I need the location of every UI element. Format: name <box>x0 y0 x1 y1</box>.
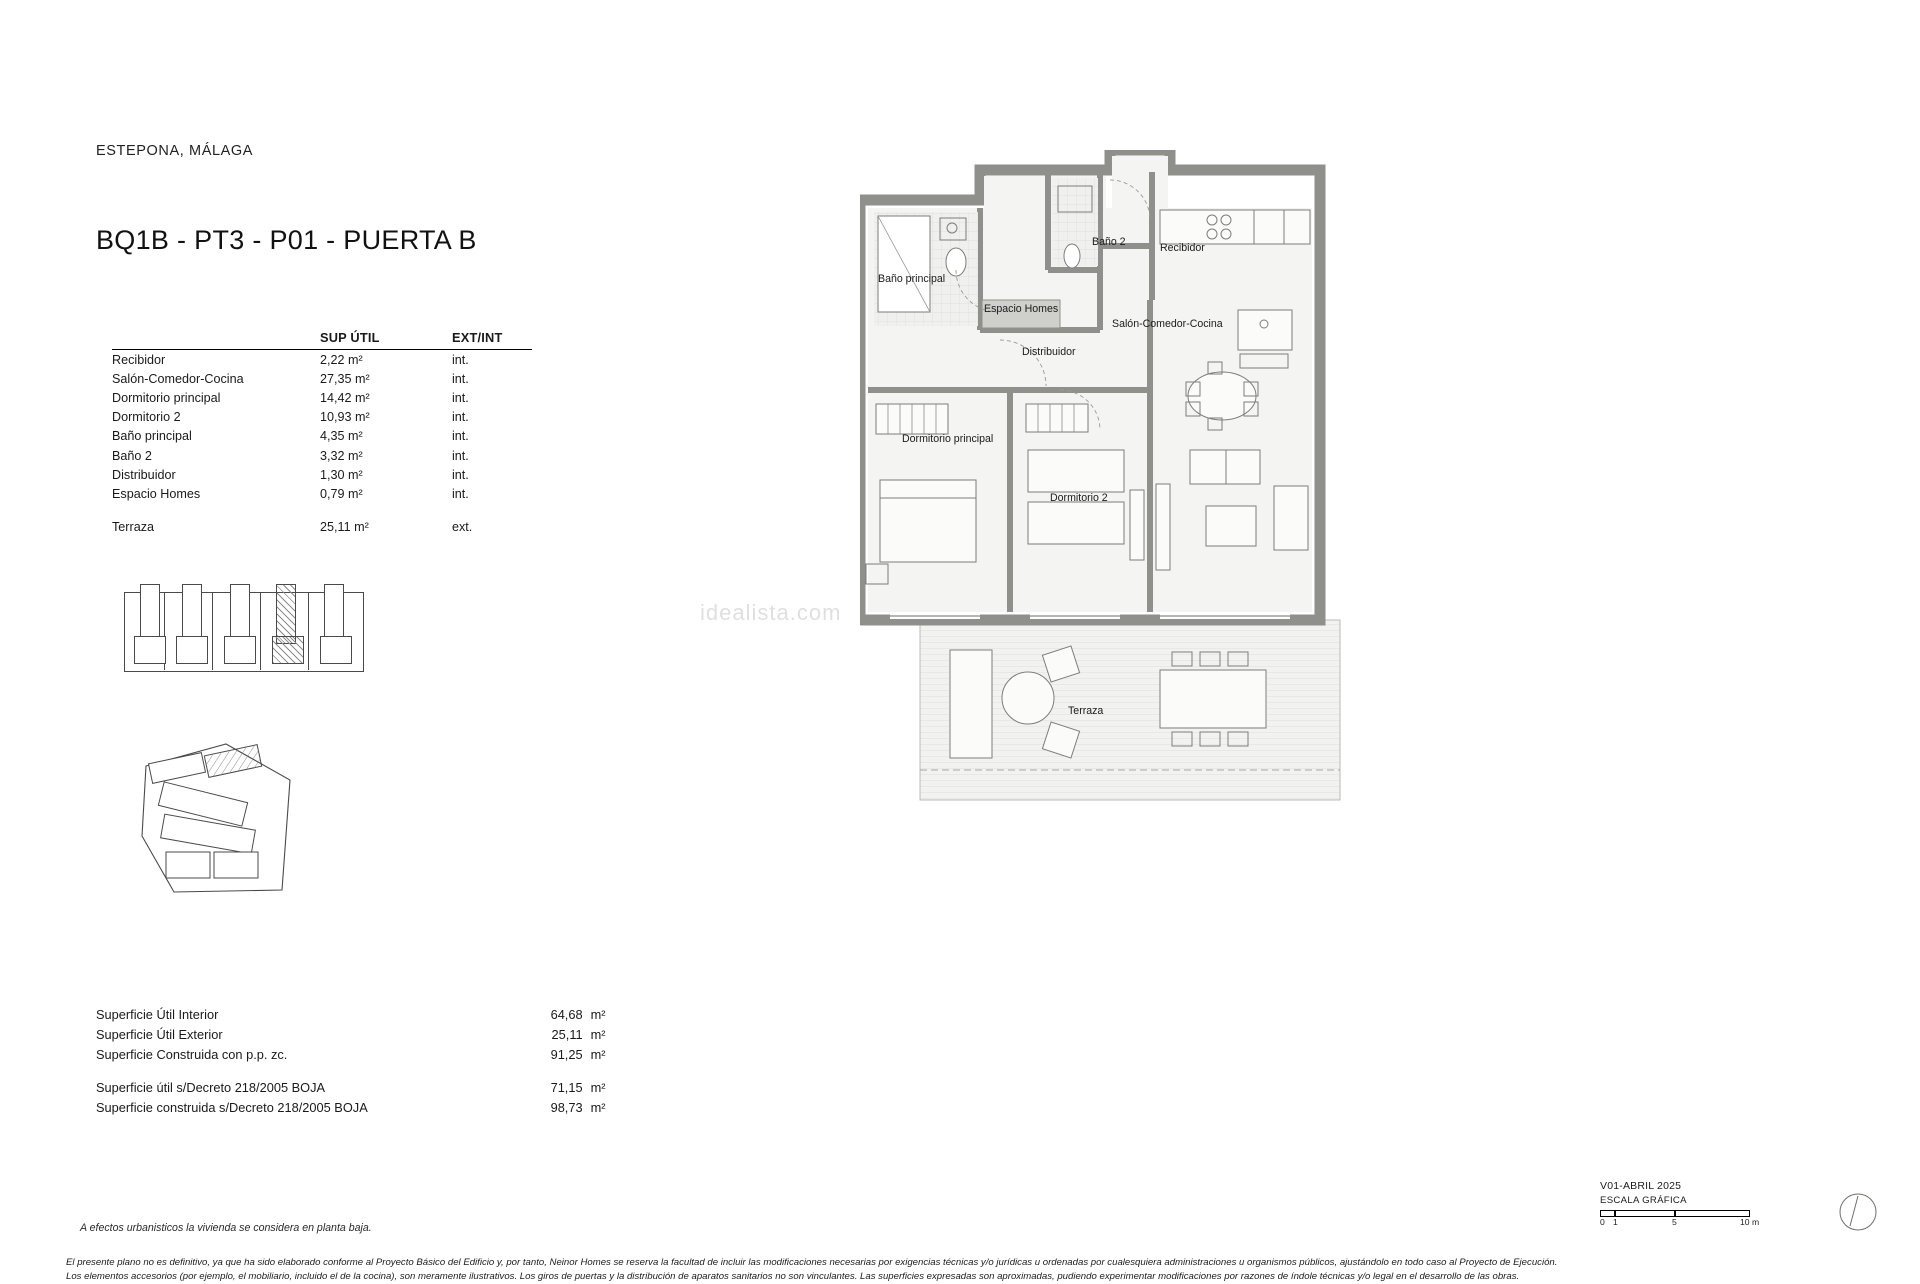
keyplan-diagram <box>124 592 364 684</box>
summary-unit: m² <box>590 1006 606 1022</box>
room-area: 25,11 m² <box>320 520 369 535</box>
room-label-bano-principal: Baño principal <box>878 273 946 285</box>
room-label-dormitorio2: Dormitorio 2 <box>1050 492 1108 504</box>
tv-unit <box>1156 484 1170 570</box>
table-row-terrace <box>112 518 532 537</box>
armchair <box>1274 486 1308 550</box>
room-type: int. <box>452 467 469 482</box>
room-type: int. <box>452 410 469 425</box>
keyplan-unit <box>230 584 250 638</box>
single-bed <box>1028 502 1124 544</box>
room-type: int. <box>452 448 469 463</box>
table-row <box>112 465 532 484</box>
room-label-bano2: Baño 2 <box>1092 236 1126 248</box>
summary-value: 64,68 <box>550 1006 583 1022</box>
room-type: int. <box>452 429 469 444</box>
scale-segment <box>1600 1210 1615 1217</box>
scale-ticks <box>1600 1217 1760 1229</box>
summary-unit: m² <box>590 1099 606 1115</box>
room-label-salon: Salón-Comedor-Cocina <box>1112 318 1223 330</box>
legal-footer-line-2: Los elementos accesorios (por ejemplo, el mobiliario, incluido el de la cocina), son meramente ilustrativos. Los giros de puertas y la distribución de aparatos sanitarios no son vinculantes. Las superficies expresadas son aproximadas, pudiendo experimentar modificaciones por razones de índole técnicas y/o legal en el desarrollo de las obras. <box>66 1270 1520 1282</box>
room-name: Espacio Homes <box>112 486 201 501</box>
room-type: int. <box>452 390 469 405</box>
keyplan-unit <box>140 584 160 638</box>
wardrobe <box>1026 404 1088 432</box>
scale-block <box>1600 1180 1830 1229</box>
keyplan-unit <box>134 636 166 664</box>
desk <box>1130 490 1144 560</box>
room-label-distribuidor: Distribuidor <box>1022 346 1076 358</box>
summary-label: Superficie construida s/Decreto 218/2005 BOJA <box>96 1099 368 1115</box>
table-row <box>112 427 532 446</box>
summary-label: Superficie Construida con p.p. zc. <box>96 1046 288 1062</box>
summary-label: Superficie útil s/Decreto 218/2005 BOJA <box>96 1079 326 1095</box>
scale-tick-2: 5 <box>1672 1217 1677 1227</box>
terrace-sunbed <box>950 650 992 758</box>
kitchen-counter <box>1160 210 1310 244</box>
keyplan-unit <box>224 636 256 664</box>
urbanistic-note: A efectos urbanisticos la vivienda se considera en planta baja. <box>80 1222 372 1234</box>
page-title: BQ1B - PT3 - P01 - PUERTA B <box>96 225 477 255</box>
room-area: 14,42 m² <box>320 390 370 405</box>
scale-segment <box>1615 1210 1675 1217</box>
room-label-recibidor: Recibidor <box>1160 242 1205 254</box>
room-type: int. <box>452 352 469 367</box>
summary-spacer <box>96 1064 636 1077</box>
summary-value: 91,25 <box>550 1046 583 1062</box>
keyplan-unit <box>324 584 344 638</box>
scale-caption: ESCALA GRÁFICA <box>1600 1195 1687 1206</box>
keyplan-unit <box>176 636 208 664</box>
room-name: Terraza <box>112 520 154 535</box>
areas-header-sup-util: SUP ÚTIL <box>320 330 452 350</box>
room-name: Recibidor <box>112 352 166 367</box>
room-area: 0,79 m² <box>320 486 363 501</box>
keyplan-unit <box>182 584 202 638</box>
summary-row <box>96 1024 636 1044</box>
keyplan-divider <box>260 592 261 670</box>
terrace-round-table <box>1002 672 1054 724</box>
table-row <box>112 350 532 370</box>
keyplan-unit-highlighted <box>276 584 296 644</box>
keyplan-unit-highlighted <box>272 636 304 664</box>
scale-bar <box>1600 1210 1750 1217</box>
areas-header-extint: EXT/INT <box>452 330 532 350</box>
room-name: Salón-Comedor-Cocina <box>112 371 244 386</box>
summary-unit: m² <box>590 1026 606 1042</box>
summary-label: Superficie Útil Exterior <box>96 1026 223 1042</box>
room-area: 27,35 m² <box>320 371 370 386</box>
drawing-version: V01-ABRIL 2025 <box>1600 1180 1682 1192</box>
areas-header-blank <box>112 330 320 350</box>
summary-value: 25,11 <box>551 1026 583 1042</box>
room-type: int. <box>452 371 469 386</box>
room-area: 2,22 m² <box>320 352 363 367</box>
room-name: Distribuidor <box>112 467 176 482</box>
terrace-dining-table <box>1160 670 1266 728</box>
north-compass-icon <box>1838 1192 1878 1232</box>
room-area: 10,93 m² <box>320 410 370 425</box>
room-name: Dormitorio 2 <box>112 410 181 425</box>
single-bed <box>1028 450 1124 492</box>
summary-row-boja <box>96 1097 636 1117</box>
room-label-espacio-homes: Espacio Homes <box>984 303 1059 315</box>
toilet-icon <box>1064 244 1080 268</box>
room-name: Dormitorio principal <box>112 390 221 405</box>
table-row <box>112 484 532 503</box>
summary-table <box>96 1004 636 1117</box>
sitemap-diagram <box>140 740 360 900</box>
kitchen-island <box>1238 310 1292 350</box>
scale-tick-1: 1 <box>1613 1217 1618 1227</box>
room-area: 3,32 m² <box>320 448 363 463</box>
summary-unit: m² <box>590 1079 606 1095</box>
room-area: 1,30 m² <box>320 467 363 482</box>
summary-value: 98,73 <box>550 1099 583 1115</box>
table-row <box>112 388 532 407</box>
room-label-terraza: Terraza <box>1068 705 1104 717</box>
table-row <box>112 446 532 465</box>
scale-tick-0: 0 <box>1600 1217 1605 1227</box>
keyplan-divider <box>308 592 309 670</box>
scale-tick-3: 10 m <box>1740 1217 1760 1227</box>
table-spacer <box>112 504 532 518</box>
double-bed <box>880 480 976 562</box>
keyplan-divider <box>212 592 213 670</box>
room-name: Baño principal <box>112 429 192 444</box>
summary-row-boja <box>96 1077 636 1097</box>
table-row <box>112 408 532 427</box>
legal-footer-line-1: El presente plano no es definitivo, ya que ha sido elaborado conforme al Proyecto Básico del Edificio y, por tanto, Neinor Homes se reserva la facultad de incluir las modificaciones necesarias por exigencias técnicas y/o jurídicas u ordenadas por cualesquiera administraciones u organismos públicos, ajustándolo en todo caso al Proyecto de Ejecución. <box>66 1257 1558 1268</box>
coffee-table <box>1206 506 1256 546</box>
summary-row <box>96 1044 636 1064</box>
summary-row <box>96 1004 636 1024</box>
scale-segment <box>1675 1210 1750 1217</box>
watermark: idealista.com <box>700 600 842 625</box>
keyplan-unit <box>320 636 352 664</box>
summary-value: 71,15 <box>550 1079 583 1095</box>
floor-plan-drawing <box>860 150 1500 990</box>
floor-plan <box>860 150 1500 990</box>
areas-table <box>112 330 532 537</box>
table-row <box>112 369 532 388</box>
summary-label: Superficie Útil Interior <box>96 1006 219 1022</box>
room-type: ext. <box>452 520 473 535</box>
room-area: 4,35 m² <box>320 429 363 444</box>
room-label-dormitorio-principal: Dormitorio principal <box>902 433 994 445</box>
room-type: int. <box>452 486 469 501</box>
room-name: Baño 2 <box>112 448 152 463</box>
summary-unit: m² <box>590 1046 606 1062</box>
project-location: ESTEPONA, MÁLAGA <box>96 143 254 159</box>
sitemap-building <box>214 852 258 878</box>
sitemap-building <box>166 852 210 878</box>
sofa <box>1190 450 1260 484</box>
interior-floor-hall <box>1112 156 1168 212</box>
